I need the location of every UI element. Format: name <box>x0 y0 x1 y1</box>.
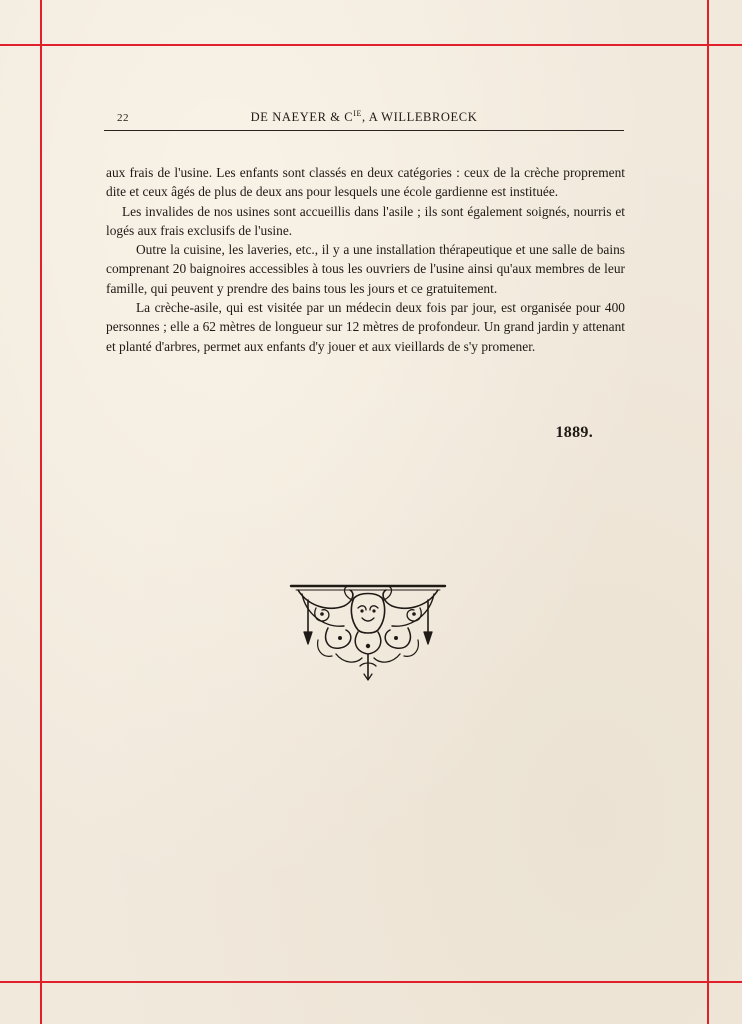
paragraph-1: aux frais de l'usine. Les enfants sont classés en deux catégories : ceux de la crèche proprement dite et ceux âgés de plus de deux ans pour lesquels une école gardienne est instituée. <box>106 165 625 200</box>
running-title-part1: DE NAEYER & C <box>250 110 354 125</box>
ornamental-vignette-icon <box>288 580 448 682</box>
paragraph-3: Outre la cuisine, les laveries, etc., il y a une installation thérapeutique et une salle de bains comprenant 20 baignoires accessibles à tous les ouvriers de l'usine ainsi qu'aux membres de leur famille, qui peuvent y prendre des bains tous les jours et ce gratuitement. <box>106 242 625 296</box>
left-red-rule <box>40 0 42 1024</box>
bottom-red-rule <box>0 981 742 983</box>
running-title-superscript: IE <box>353 109 362 118</box>
top-red-rule <box>0 44 742 46</box>
running-header <box>104 108 624 131</box>
running-title-part2: , A WILLEBROECK <box>361 110 478 125</box>
body-text <box>106 163 625 356</box>
paragraph-2: Les invalides de nos usines sont accueillis dans l'asile ; ils sont également soignés, nourris et logés aux frais exclusifs de l'usine. <box>106 203 625 238</box>
running-title <box>104 109 624 125</box>
paragraph-4: La crèche-asile, qui est visitée par un médecin deux fois par jour, est organisée pour 400 personnes ; elle a 62 mètres de longueur sur 12 mètres de profondeur. Un grand jardin y attenant et planté d'arbres, permet aux enfants d'y jouer et aux vieillards de s'y promener. <box>106 300 625 354</box>
page-number: 22 <box>117 112 129 124</box>
right-red-rule <box>707 0 709 1024</box>
date-line: 1889. <box>555 424 593 441</box>
